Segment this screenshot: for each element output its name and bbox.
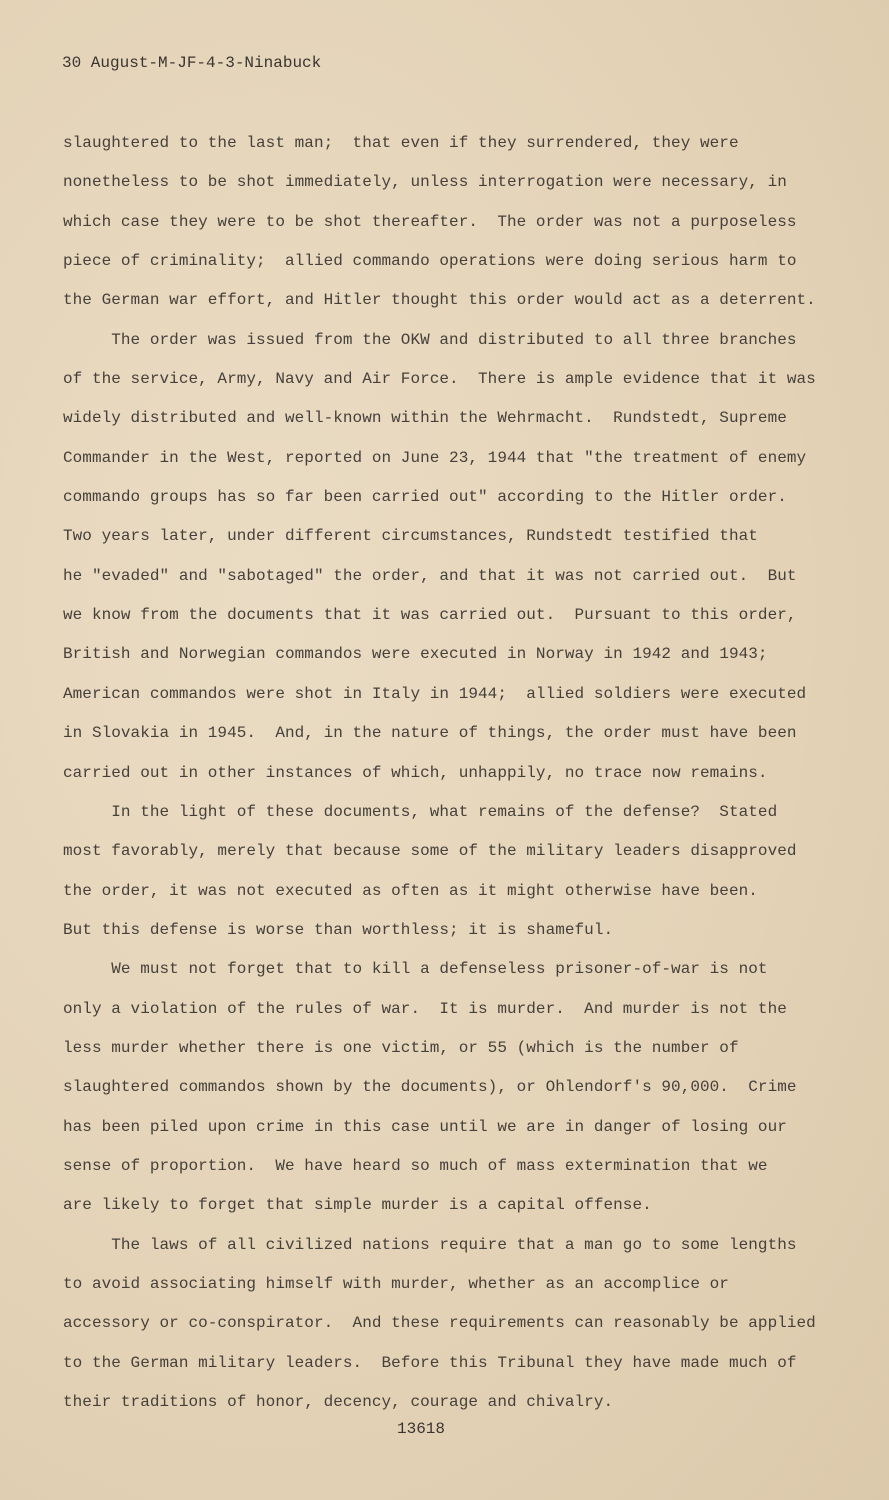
text-line: he "evaded" and "sabotaged" the order, and that it was not carried out. But	[63, 566, 797, 585]
text-line: nonetheless to be shot immediately, unless interrogation were necessary, in	[63, 173, 787, 192]
page-number: 13618	[397, 1420, 446, 1438]
text-line: Two years later, under different circumstances, Rundstedt testified that	[63, 527, 758, 546]
text-line: the German war effort, and Hitler thought this order would act as a deterrent.	[63, 291, 816, 310]
text-line: carried out in other instances of which, unhappily, no trace now remains.	[63, 763, 768, 782]
text-line: in Slovakia in 1945. And, in the nature of things, the order must have been	[63, 724, 797, 743]
text-line: piece of criminality; allied commando operations were doing serious harm to	[63, 252, 797, 271]
text-line: only a violation of the rules of war. It is murder. And murder is not the	[63, 999, 787, 1018]
text-line: we know from the documents that it was carried out. Pursuant to this order,	[63, 606, 797, 625]
text-line: In the light of these documents, what remains of the defense? Stated	[63, 802, 778, 821]
text-line: accessory or co-conspirator. And these requirements can reasonably be applied	[63, 1314, 816, 1333]
text-line: sense of proportion. We have heard so much of mass extermination that we	[63, 1156, 768, 1175]
text-line: British and Norwegian commandos were executed in Norway in 1942 and 1943;	[63, 645, 768, 664]
text-line: most favorably, merely that because some of the military leaders disapproved	[63, 842, 797, 861]
document-header: 30 August-M-JF-4-3-Ninabuck	[62, 54, 322, 72]
document-body	[63, 130, 816, 1428]
text-line: The order was issued from the OKW and distributed to all three branches	[63, 330, 797, 349]
text-line: slaughtered to the last man; that even if they surrendered, they were	[63, 134, 739, 152]
text-line: which case they were to be shot thereafter. The order was not a purposeless	[63, 212, 797, 231]
text-line: widely distributed and well-known within the Wehrmacht. Rundstedt, Supreme	[63, 409, 787, 428]
text-line: to the German military leaders. Before this Tribunal they have made much of	[63, 1353, 797, 1372]
text-line: slaughtered commandos shown by the documents), or Ohlendorf's 90,000. Crime	[63, 1078, 797, 1097]
text-line: their traditions of honor, decency, courage and chivalry.	[63, 1393, 614, 1411]
text-line: Commander in the West, reported on June 23, 1944 that "the treatment of enemy	[63, 448, 807, 467]
text-line: to avoid associating himself with murder, whether as an accomplice or	[63, 1274, 729, 1293]
text-line: of the service, Army, Navy and Air Force. There is ample evidence that it was	[63, 370, 816, 389]
text-line: But this defense is worse than worthless; it is shameful.	[63, 920, 614, 939]
text-line: We must not forget that to kill a defenseless prisoner-of-war is not	[63, 960, 768, 979]
text-line: are likely to forget that simple murder is a capital offense.	[63, 1196, 652, 1215]
text-line: the order, it was not executed as often as it might otherwise have been.	[63, 881, 758, 900]
text-line: The laws of all civilized nations require that a man go to some lengths	[63, 1235, 797, 1254]
text-line: less murder whether there is one victim, or 55 (which is the number of	[63, 1038, 739, 1057]
text-line: has been piled upon crime in this case until we are in danger of losing our	[63, 1117, 787, 1136]
text-line: American commandos were shot in Italy in 1944; allied soldiers were executed	[63, 684, 807, 703]
text-line: commando groups has so far been carried out" according to the Hitler order.	[63, 488, 787, 507]
